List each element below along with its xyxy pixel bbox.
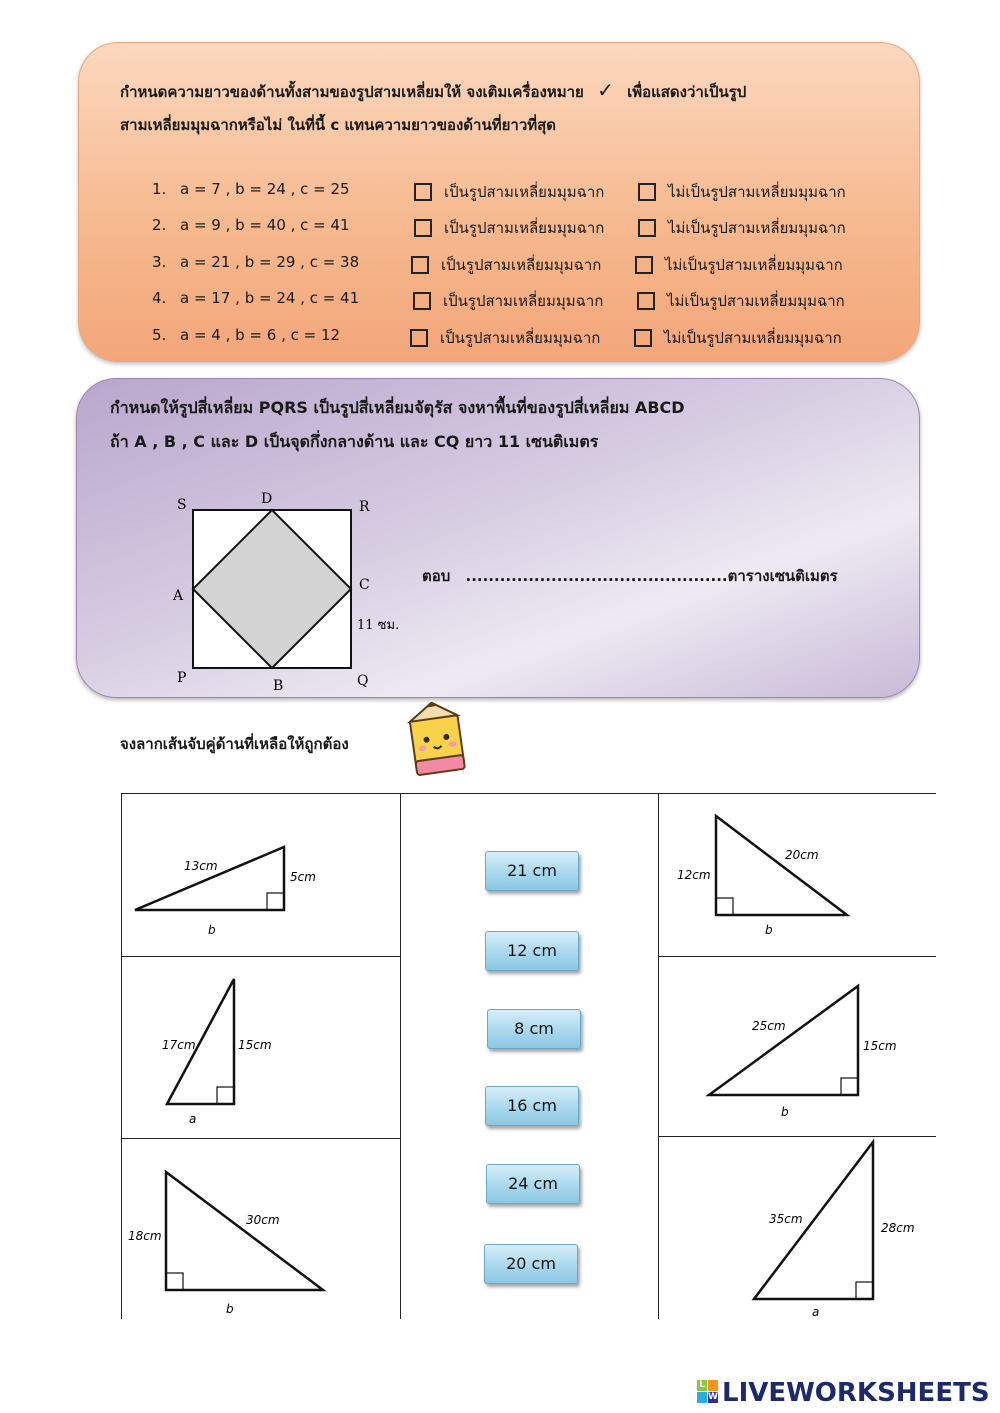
tri-r3-hyp: 35cm	[769, 1212, 803, 1226]
section2-instruction-line2: ถ้า A , B , C และ D เป็นจุดกึ่งกลางด้าน และ CQ ยาว 11 เซนติเมตร	[110, 432, 599, 451]
triangle-left-1	[122, 794, 400, 954]
answer-blank[interactable]: ..............................................	[465, 567, 728, 585]
label-b: B	[273, 678, 284, 694]
answer-unit: ตารางเซนติเมตร	[727, 567, 838, 585]
triangle-right-1	[659, 794, 936, 954]
tri-r1-leg: 12cm	[677, 868, 711, 882]
logo-square-orange	[708, 1380, 718, 1391]
checkbox-not-right-triangle[interactable]	[634, 329, 652, 347]
logo-letter-l: L	[697, 1380, 707, 1391]
tri-r2-unknown: b	[781, 1105, 789, 1119]
option-not-right-triangle: ไม่เป็นรูปสามเหลี่ยมมุมฉาก	[667, 292, 845, 310]
logo-mark-icon	[697, 1380, 719, 1404]
checkbox-right-triangle[interactable]	[414, 219, 432, 237]
label-s: S	[177, 497, 187, 513]
question-number: 4.	[152, 289, 167, 307]
triangle-right-2	[659, 957, 936, 1135]
tri-l1-unknown: b	[208, 923, 216, 937]
logo-square-blue	[697, 1392, 707, 1403]
section1-instruction-line1	[120, 78, 746, 104]
checkbox-not-right-triangle[interactable]	[638, 183, 656, 201]
checkbox-right-triangle[interactable]	[410, 329, 428, 347]
instruction-text-part2: เพื่อแสดงว่าเป็นรูป	[627, 83, 747, 101]
option-right-triangle: เป็นรูปสามเหลี่ยมมุมฉาก	[440, 329, 601, 347]
question-values: a = 17 , b = 24 , c = 41	[180, 289, 360, 307]
option-right-triangle: เป็นรูปสามเหลี่ยมมุมฉาก	[444, 219, 605, 237]
option-not-right-triangle: ไม่เป็นรูปสามเหลี่ยมมุมฉาก	[668, 183, 846, 201]
answer-prefix: ตอบ	[422, 567, 451, 585]
tri-r1-hyp: 20cm	[785, 848, 819, 862]
question-values: a = 4 , b = 6 , c = 12	[180, 326, 341, 344]
answer-option-6[interactable]: 20 cm	[484, 1244, 578, 1284]
option-right-triangle: เป็นรูปสามเหลี่ยมมุมฉาก	[443, 292, 604, 310]
check-mark-icon: ✓	[597, 78, 614, 102]
tri-r3-unknown: a	[812, 1305, 820, 1319]
answer-option-1[interactable]: 21 cm	[485, 851, 579, 891]
label-d: D	[261, 491, 273, 507]
section2-instruction-line1: กำหนดให้รูปสี่เหลี่ยม PQRS เป็นรูปสี่เหลี่ยมจัตุรัส จงหาพื้นที่ของรูปสี่เหลี่ยม ABCD	[110, 398, 685, 417]
label-c: C	[359, 577, 370, 593]
triangle-right-3	[659, 1137, 936, 1319]
label-q: Q	[357, 673, 369, 689]
question-number: 3.	[152, 253, 167, 271]
answer-option-2[interactable]: 12 cm	[485, 931, 579, 971]
tri-r3-leg: 28cm	[881, 1221, 915, 1235]
option-right-triangle: เป็นรูปสามเหลี่ยมมุมฉาก	[441, 256, 602, 274]
checkbox-not-right-triangle[interactable]	[637, 292, 655, 310]
section3-instruction: จงลากเส้นจับคู่ด้านที่เหลือให้ถูกต้อง	[120, 735, 349, 753]
checkbox-right-triangle[interactable]	[413, 292, 431, 310]
brand-name: LIVEWORKSHEETS	[722, 1378, 990, 1408]
question-number: 2.	[152, 216, 167, 234]
label-a: A	[173, 588, 184, 604]
answer-option-5[interactable]: 24 cm	[486, 1164, 580, 1204]
label-r: R	[359, 499, 370, 515]
pencil-sticker-icon	[405, 702, 473, 782]
tri-l2-hyp: 17cm	[162, 1038, 196, 1052]
triangle-left-2	[122, 957, 400, 1137]
square-diagram	[160, 485, 420, 700]
option-not-right-triangle: ไม่เป็นรูปสามเหลี่ยมมุมฉาก	[664, 329, 842, 347]
option-right-triangle: เป็นรูปสามเหลี่ยมมุมฉาก	[444, 183, 605, 201]
checkbox-right-triangle[interactable]	[414, 183, 432, 201]
tri-l1-leg: 5cm	[290, 870, 316, 884]
grid-divider-1	[400, 793, 401, 1319]
checkbox-not-right-triangle[interactable]	[638, 219, 656, 237]
tri-l1-hyp: 13cm	[184, 859, 218, 873]
triangle-left-3	[122, 1139, 400, 1319]
tri-r1-unknown: b	[765, 923, 773, 937]
option-not-right-triangle: ไม่เป็นรูปสามเหลี่ยมมุมฉาก	[665, 256, 843, 274]
answer-line	[422, 564, 838, 588]
question-values: a = 9 , b = 40 , c = 41	[180, 216, 350, 234]
instruction-text-part1: กำหนดความยาวของด้านทั้งสามของรูปสามเหลี่ยมให้ จงเติมเครื่องหมาย	[120, 83, 584, 101]
question-values: a = 7 , b = 24 , c = 25	[180, 180, 350, 198]
answer-option-4[interactable]: 16 cm	[485, 1086, 579, 1126]
tri-r2-leg: 15cm	[863, 1039, 897, 1053]
tri-l3-hyp: 30cm	[246, 1213, 280, 1227]
tri-l2-unknown: a	[189, 1112, 197, 1126]
section1-instruction-line2: สามเหลี่ยมมุมฉากหรือไม่ ในที่นี้ c แทนความยาวของด้านที่ยาวที่สุด	[120, 116, 557, 134]
tri-l2-leg: 15cm	[238, 1038, 272, 1052]
question-values: a = 21 , b = 29 , c = 38	[180, 253, 360, 271]
logo-letter-w: W	[708, 1392, 718, 1402]
answer-option-3[interactable]: 8 cm	[487, 1009, 581, 1049]
checkbox-right-triangle[interactable]	[411, 256, 429, 274]
tri-l3-unknown: b	[226, 1302, 234, 1316]
label-p: P	[177, 670, 187, 686]
label-cq-length: 11 ซม.	[357, 618, 400, 633]
question-number: 1.	[152, 180, 167, 198]
tri-l3-leg: 18cm	[128, 1229, 162, 1243]
tri-r2-hyp: 25cm	[752, 1019, 786, 1033]
question-number: 5.	[152, 326, 167, 344]
checkbox-not-right-triangle[interactable]	[635, 256, 653, 274]
option-not-right-triangle: ไม่เป็นรูปสามเหลี่ยมมุมฉาก	[668, 219, 846, 237]
